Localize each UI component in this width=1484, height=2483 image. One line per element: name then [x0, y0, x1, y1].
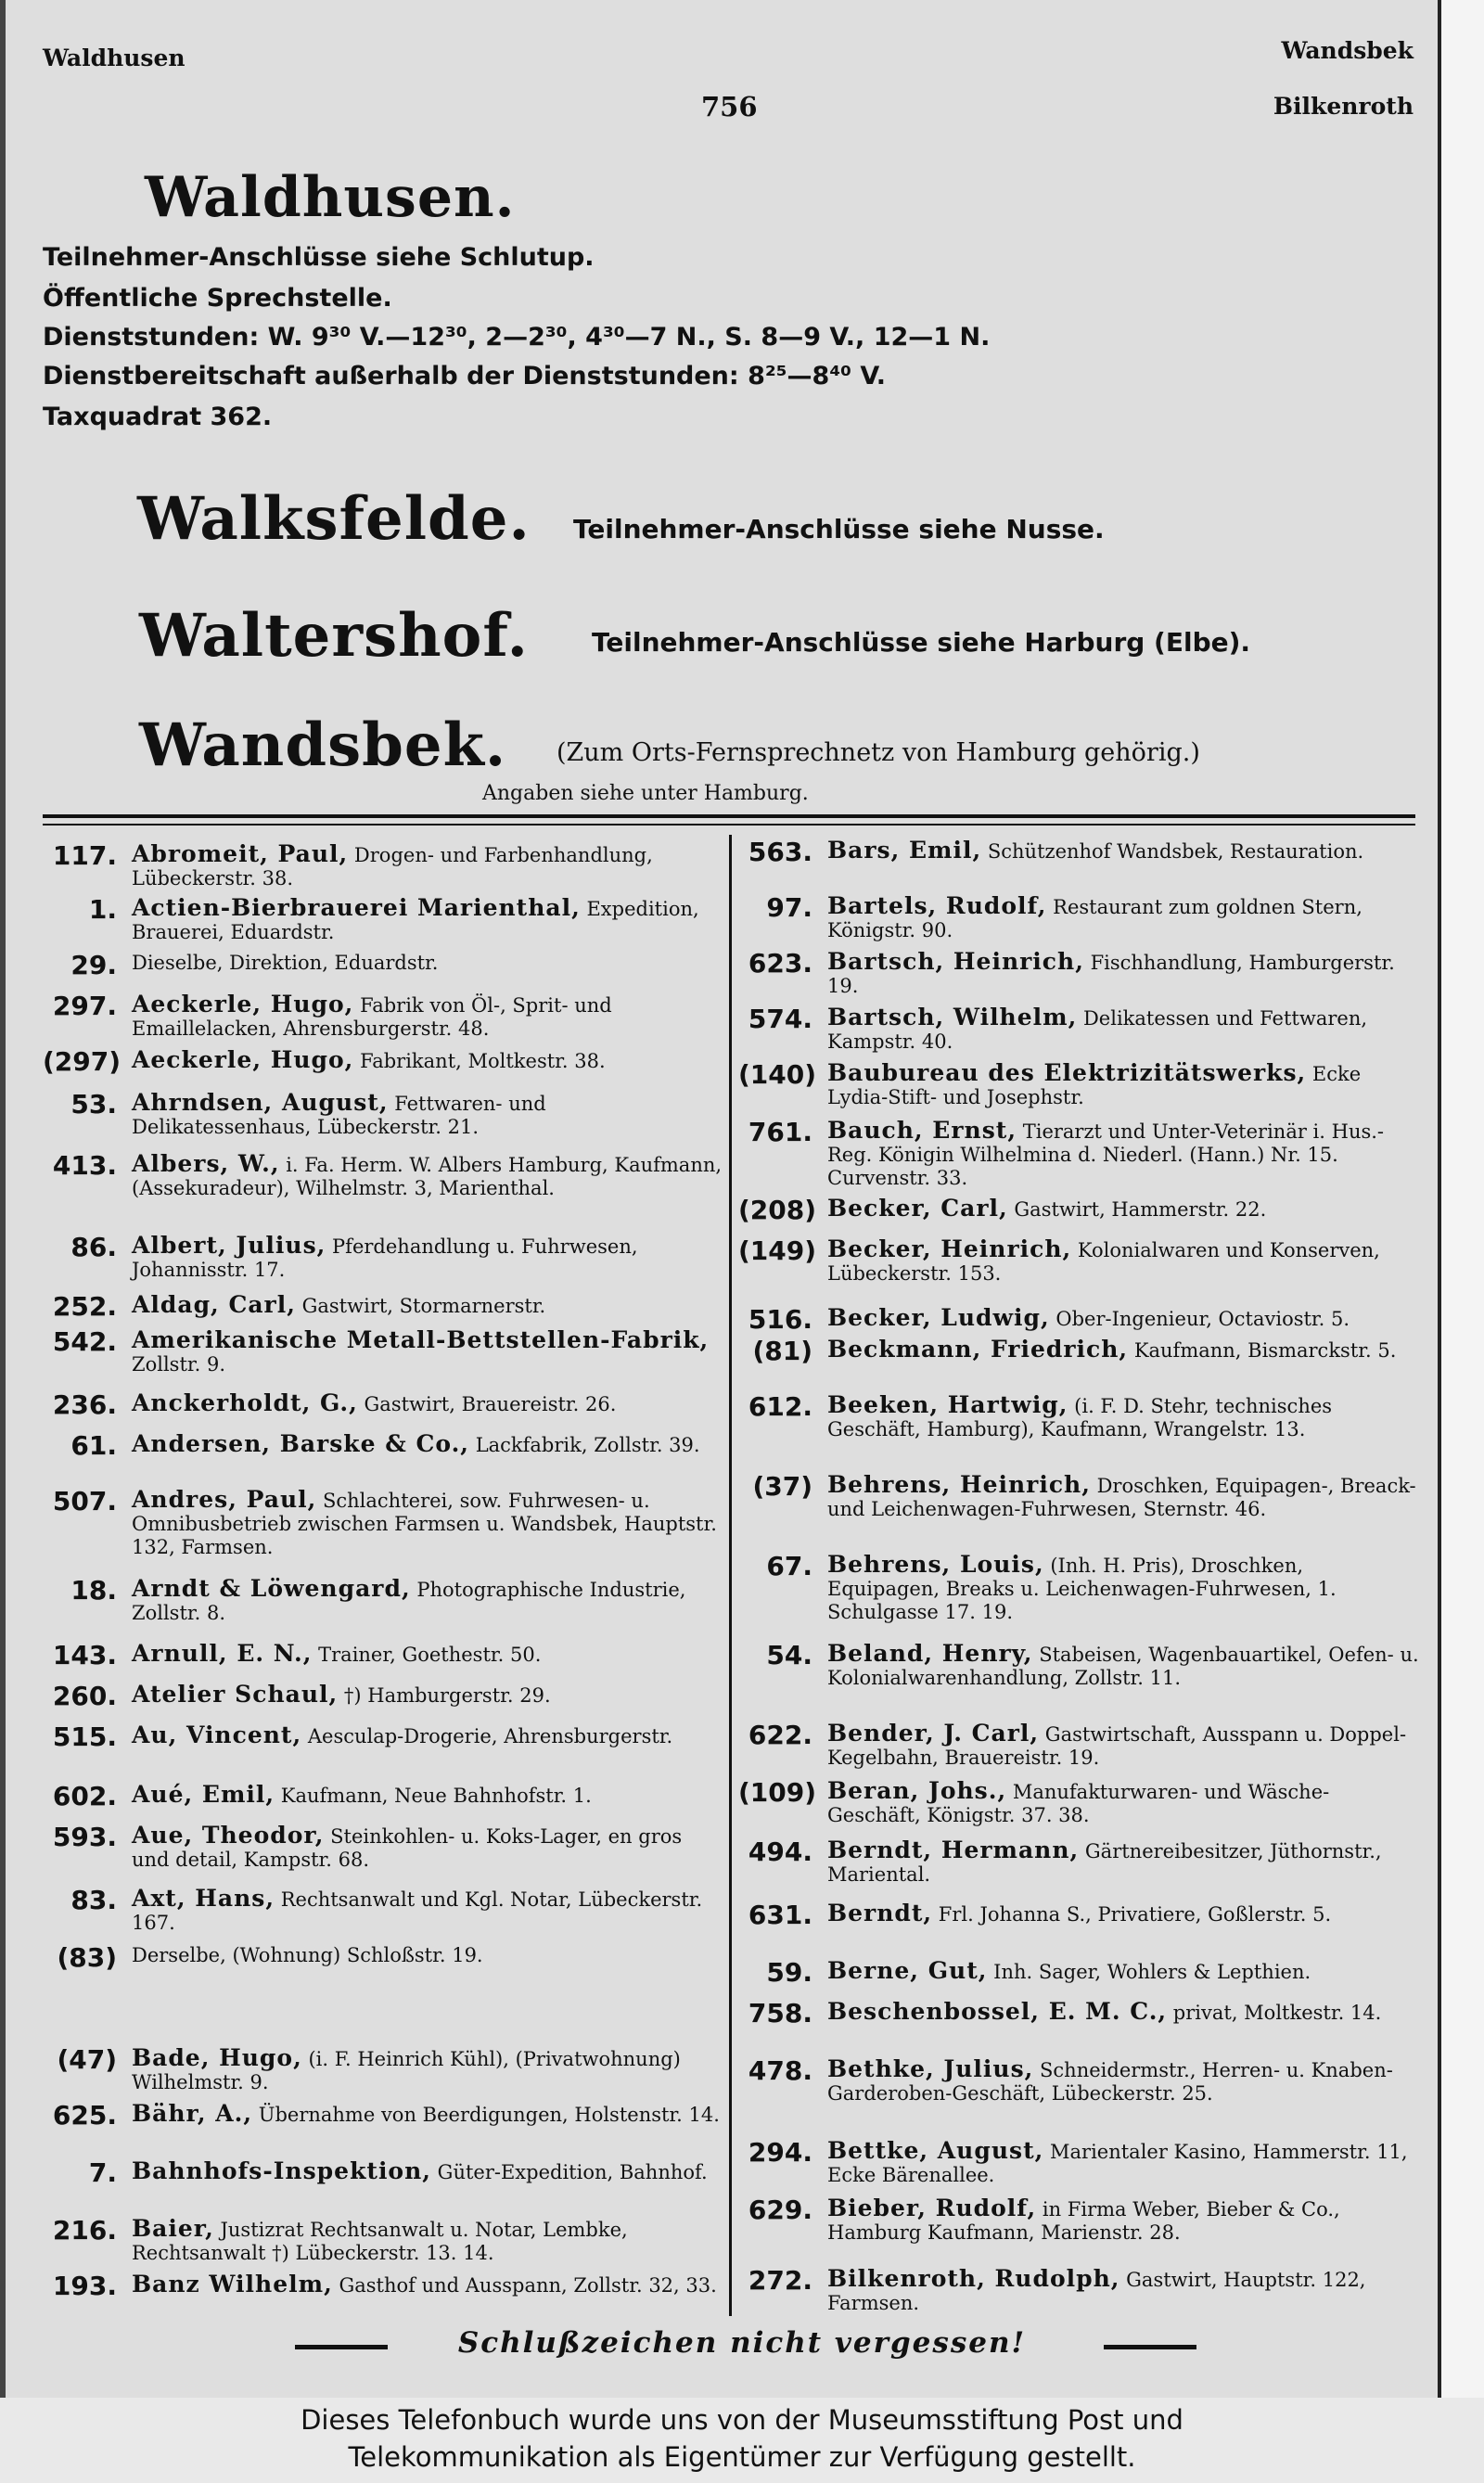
- subscriber-details: Fischhandlung, Hamburgerstr. 19.: [827, 952, 1395, 997]
- waldhusen-line-2: Öffentliche Sprechstelle.: [43, 284, 392, 313]
- phone-number: 252.: [52, 1291, 117, 1322]
- phone-number: 193.: [52, 2271, 117, 2301]
- entry-text: [132, 1944, 725, 1967]
- running-header-right-bottom: Bilkenroth: [1273, 93, 1414, 120]
- subscriber-details: Justizrat Rechtsanwalt u. Notar, Lembke, Rechtsanwalt †) Lübeckerstr. 13. 14.: [132, 2219, 628, 2264]
- wandsbek-note: (Zum Orts-Fernsprechnetz von Hamburg gehörig.): [556, 738, 1200, 767]
- phone-number: 623.: [748, 948, 812, 979]
- entry-text: [827, 1197, 1421, 1222]
- phone-number: 413.: [52, 1150, 117, 1181]
- subscriber-name: Bade, Hugo,: [132, 2044, 302, 2071]
- phone-number: (140): [738, 1059, 817, 1090]
- subscriber-details: Ecke Lydia-Stift- und Josephstr.: [827, 1063, 1362, 1108]
- subscriber-details: Marientaler Kasino, Hammerstr. 11, Ecke Bärenallee.: [827, 2141, 1408, 2186]
- entry-text: [132, 1234, 725, 1282]
- phone-number: 272.: [748, 2265, 812, 2296]
- phone-number: (83): [57, 1942, 117, 1973]
- waldhusen-line-3: Dienststunden: W. 9³⁰ V.—12³⁰, 2—2³⁰, 4³⁰—7 N., S. 8—9 V., 12—1 N.: [43, 323, 991, 352]
- entry-text: [132, 2159, 725, 2184]
- entry-text: [132, 1642, 725, 1667]
- subscriber-details: Steinkohlen- u. Koks-Lager, en gros und detail, Kampstr. 68.: [132, 1825, 683, 1871]
- subscriber-details: in Firma Weber, Bieber & Co., Hamburg Kaufmann, Marienstr. 28.: [827, 2198, 1340, 2244]
- subscriber-details: Ober-Ingenieur, Octaviostr. 5.: [1049, 1308, 1350, 1330]
- caption-line-1: Dieses Telefonbuch wurde uns von der Museumsstiftung Post und: [301, 2404, 1183, 2436]
- entry-text: [132, 1683, 725, 1708]
- subscriber-name: Bender, J. Carl,: [827, 1720, 1040, 1747]
- subscriber-details: Derselbe, (Wohnung) Schloßstr. 19.: [132, 1944, 483, 1966]
- phone-number: 143.: [52, 1640, 117, 1670]
- subscriber-details: Delikatessen und Fettwaren, Kampstr. 40.: [827, 1007, 1368, 1053]
- subscriber-details: Rechtsanwalt und Kgl. Notar, Lübeckerstr. 167.: [132, 1888, 703, 1934]
- phone-number: 494.: [748, 1837, 812, 1867]
- subscriber-name: Arnull, E. N.,: [132, 1640, 313, 1667]
- subscriber-details: Schlachterei, sow. Fuhrwesen- u. Omnibusbetrieb zwischen Farmsen u. Wandsbek, Hauptstr. 132, Farmsen.: [132, 1490, 717, 1558]
- entry-text: [132, 1328, 725, 1376]
- subscriber-details: Gastwirt, Hauptstr. 122, Farmsen.: [827, 2269, 1366, 2314]
- subscriber-name: Abromeit, Paul,: [132, 840, 349, 867]
- subscriber-details: Gärtnereibesitzer, Jüthornstr., Mariental.: [827, 1840, 1382, 1886]
- entry-text: [827, 838, 1421, 864]
- subscriber-name: Behrens, Heinrich,: [827, 1471, 1091, 1498]
- caption-line-2: Telekommunikation als Eigentümer zur Verfügung gestellt.: [348, 2441, 1136, 2473]
- subscriber-name: Bars, Emil,: [827, 837, 982, 864]
- subscriber-name: Bartels, Rudolf,: [827, 892, 1047, 919]
- phone-number: (47): [57, 2044, 117, 2075]
- phone-number: 574.: [748, 1004, 812, 1034]
- subscriber-name: Bartsch, Wilhelm,: [827, 1004, 1078, 1030]
- subscriber-name: Andersen, Barske & Co.,: [132, 1430, 470, 1457]
- entry-text: [827, 1237, 1421, 1286]
- subscriber-name: Atelier Schaul,: [132, 1681, 339, 1708]
- subscriber-name: Berne, Gut,: [827, 1957, 988, 1984]
- subscriber-name: Amerikanische Metall-Bettstellen-Fabrik,: [132, 1326, 710, 1353]
- entry-text: [827, 2267, 1421, 2315]
- subscriber-name: Beckmann, Friedrich,: [827, 1336, 1129, 1363]
- subscriber-name: Beeken, Hartwig,: [827, 1391, 1068, 1418]
- phone-number: 631.: [748, 1900, 812, 1930]
- subscriber-details: Zollstr. 9.: [132, 1353, 226, 1376]
- subscriber-name: Aué, Emil,: [132, 1781, 275, 1808]
- phone-number: 297.: [52, 991, 117, 1021]
- subscriber-name: Bettke, August,: [827, 2137, 1044, 2164]
- entry-text: [827, 1005, 1421, 1054]
- subscriber-details: Manufakturwaren- und Wäsche-Geschäft, Königstr. 37. 38.: [827, 1781, 1330, 1826]
- phone-number: (297): [43, 1046, 122, 1077]
- phone-number: 625.: [52, 2100, 117, 2131]
- subscriber-name: Beran, Johs.,: [827, 1777, 1007, 1804]
- subscriber-details: Kolonialwaren und Konserven, Lübeckerstr. 153.: [827, 1239, 1380, 1285]
- page-edge-right: [1438, 0, 1484, 2398]
- phone-number: 61.: [70, 1430, 117, 1461]
- footer-rule-right: [1104, 2345, 1196, 2349]
- wandsbek-subnote: Angaben siehe unter Hamburg.: [482, 782, 809, 805]
- phone-number: (81): [752, 1336, 812, 1366]
- archive-caption: [0, 2398, 1484, 2483]
- subscriber-name: Baubureau des Elektrizitätswerks,: [827, 1059, 1307, 1086]
- subscriber-details: Fabrik von Öl-, Sprit- und Emaillelacken, Ahrensburgerstr. 48.: [132, 994, 612, 1040]
- page-edge-left: [0, 0, 6, 2398]
- phone-number: 97.: [766, 892, 812, 923]
- subscriber-name: Albers, W.,: [132, 1150, 280, 1177]
- entry-text: [132, 1824, 725, 1872]
- entry-text: [827, 1901, 1421, 1926]
- subscriber-name: Aeckerle, Hugo,: [132, 1046, 354, 1073]
- entry-text: [827, 2196, 1421, 2245]
- entry-text: [827, 1838, 1421, 1887]
- phone-number: 216.: [52, 2215, 117, 2246]
- phone-number: 761.: [748, 1117, 812, 1147]
- entry-text: [132, 1488, 725, 1559]
- subscriber-details: Gasthof und Ausspann, Zollstr. 32, 33.: [332, 2274, 717, 2297]
- phone-number: 54.: [766, 1640, 812, 1670]
- subscriber-details: Fettwaren- und Delikatessenhaus, Lübeckerstr. 21.: [132, 1093, 546, 1138]
- phone-number: (149): [738, 1235, 817, 1266]
- subscriber-name: Becker, Ludwig,: [827, 1304, 1050, 1331]
- phone-number: 260.: [52, 1681, 117, 1711]
- waltershof-note: Teilnehmer-Anschlüsse siehe Harburg (Elbe).: [592, 627, 1251, 658]
- phone-number: 117.: [52, 840, 117, 871]
- entry-text: [132, 2102, 725, 2127]
- subscriber-name: Becker, Carl,: [827, 1195, 1008, 1222]
- walksfelde-title: Walksfelde.: [137, 484, 531, 554]
- entry-text: [827, 1061, 1421, 1109]
- entry-text: [827, 1959, 1421, 1984]
- phone-number: 53.: [70, 1089, 117, 1120]
- subscriber-details: Gastwirtschaft, Ausspann u. Doppel-Kegelbahn, Brauereistr. 19.: [827, 1723, 1407, 1769]
- subscriber-name: Axt, Hans,: [132, 1885, 275, 1912]
- subscriber-details: Gastwirt, Brauereistr. 26.: [357, 1393, 617, 1415]
- subscriber-details: Schneidermstr., Herren- u. Knaben-Garderoben-Geschäft, Lübeckerstr. 25.: [827, 2059, 1393, 2105]
- waldhusen-title: Waldhusen.: [145, 165, 516, 230]
- subscriber-details: Gastwirt, Hammerstr. 22.: [1007, 1198, 1267, 1221]
- phone-number: 515.: [52, 1721, 117, 1752]
- subscriber-details: privat, Moltkestr. 14.: [1167, 2002, 1382, 2024]
- page-number: 756: [701, 91, 758, 122]
- phone-number: 294.: [748, 2137, 812, 2168]
- waltershof-title: Waltershof.: [139, 601, 529, 671]
- entry-text: [132, 1091, 725, 1139]
- entry-text: [827, 1779, 1421, 1827]
- subscriber-details: Güter-Expedition, Bahnhof.: [431, 2161, 708, 2183]
- waldhusen-line-5: Taxquadrat 362.: [43, 403, 273, 431]
- phone-number: 236.: [52, 1389, 117, 1420]
- subscriber-name: Arndt & Löwengard,: [132, 1575, 411, 1602]
- phone-number: (109): [738, 1777, 817, 1808]
- subscriber-details: Aesculap-Drogerie, Ahrensburgerstr.: [301, 1725, 673, 1747]
- entry-text: [132, 2046, 725, 2094]
- entry-text: [132, 1152, 725, 1200]
- entry-text: [132, 1783, 725, 1808]
- entry-text: [827, 950, 1421, 998]
- entry-text: [827, 1337, 1421, 1363]
- subscriber-details: Kaufmann, Bismarckstr. 5.: [1128, 1339, 1397, 1362]
- phone-number: 507.: [52, 1486, 117, 1517]
- subscriber-details: (Inh. H. Pris), Droschken, Equipagen, Breaks u. Leichenwagen-Fuhrwesen, 1. Schulgasse 17. 19.: [827, 1555, 1337, 1623]
- phone-number: 86.: [70, 1232, 117, 1262]
- entry-text: [827, 1721, 1421, 1770]
- subscriber-name: Bethke, Julius,: [827, 2055, 1034, 2082]
- subscriber-details: Lackfabrik, Zollstr. 39.: [469, 1434, 700, 1456]
- subscriber-details: Fabrikant, Moltkestr. 38.: [353, 1050, 606, 1072]
- subscriber-name: Anckerholdt, G.,: [132, 1389, 358, 1416]
- subscriber-name: Berndt,: [827, 1900, 933, 1926]
- subscriber-details: Kaufmann, Neue Bahnhofstr. 1.: [275, 1785, 592, 1807]
- entry-text: [827, 1119, 1421, 1190]
- subscriber-name: Baier,: [132, 2215, 214, 2242]
- phone-number: 478.: [748, 2055, 812, 2086]
- entry-text: [132, 992, 725, 1041]
- subscriber-name: Albert, Julius,: [132, 1232, 326, 1259]
- running-header-left: Waldhusen: [43, 45, 186, 71]
- wandsbek-title: Wandsbek.: [139, 710, 507, 780]
- entry-text: [132, 1577, 725, 1625]
- phone-number: 516.: [748, 1304, 812, 1335]
- entry-text: [132, 952, 725, 975]
- phone-number: 629.: [748, 2195, 812, 2225]
- subscriber-name: Actien-Bierbrauerei Marienthal,: [132, 894, 581, 921]
- subscriber-details: Inh. Sager, Wohlers & Lepthien.: [987, 1961, 1311, 1983]
- subscriber-details: (i. F. D. Stehr, technisches Geschäft, Hamburg), Kaufmann, Wrangelstr. 13.: [827, 1395, 1333, 1440]
- column-divider: [729, 835, 732, 2316]
- footer-reminder: Schlußzeichen nicht vergessen!: [457, 2326, 1027, 2360]
- entry-text: [827, 2139, 1421, 2187]
- subscriber-details: Frl. Johanna S., Privatiere, Goßlerstr. 5.: [932, 1903, 1332, 1926]
- phone-number: 83.: [70, 1885, 117, 1915]
- subscriber-details: †) Hamburgerstr. 29.: [338, 1684, 551, 1707]
- phone-number: 542.: [52, 1326, 117, 1357]
- subscriber-name: Becker, Heinrich,: [827, 1235, 1072, 1262]
- subscriber-name: Berndt, Hermann,: [827, 1837, 1080, 1863]
- entry-text: [827, 1306, 1421, 1331]
- subscriber-name: Bieber, Rudolf,: [827, 2195, 1037, 2221]
- subscriber-details: Photographische Industrie, Zollstr. 8.: [132, 1579, 686, 1624]
- subscriber-name: Ahrndsen, August,: [132, 1089, 389, 1116]
- entry-text: [132, 1391, 725, 1416]
- subscriber-name: Andres, Paul,: [132, 1486, 317, 1513]
- waldhusen-line-1: Teilnehmer-Anschlüsse siehe Schlutup.: [43, 243, 595, 272]
- phone-number: 602.: [52, 1781, 117, 1811]
- phone-number: 29.: [70, 950, 117, 980]
- entry-text: [827, 1553, 1421, 1624]
- subscriber-details: Pferdehandlung u. Fuhrwesen, Johannisstr. 17.: [132, 1235, 638, 1281]
- phone-number: 622.: [748, 1720, 812, 1750]
- entry-text: [827, 2000, 1421, 2025]
- subscriber-details: Gastwirt, Stormarnerstr.: [295, 1295, 546, 1317]
- entry-text: [827, 2057, 1421, 2105]
- phone-number: 593.: [52, 1822, 117, 1852]
- waldhusen-line-4: Dienstbereitschaft außerhalb der Dienststunden: 8²⁵—8⁴⁰ V.: [43, 362, 887, 390]
- subscriber-details: Stabeisen, Wagenbauartikel, Oefen- u. Kolonialwarenhandlung, Zollstr. 11.: [827, 1644, 1419, 1689]
- subscriber-name: Banz Wilhelm,: [132, 2271, 333, 2297]
- subscriber-name: Bartsch, Heinrich,: [827, 948, 1084, 975]
- walksfelde-note: Teilnehmer-Anschlüsse siehe Nusse.: [573, 514, 1105, 544]
- divider-rule: [43, 814, 1415, 818]
- entry-text: [827, 894, 1421, 942]
- subscriber-name: Aeckerle, Hugo,: [132, 991, 354, 1018]
- subscriber-details: i. Fa. Herm. W. Albers Hamburg, Kaufmann, (Assekuradeur), Wilhelmstr. 3, Marienthal.: [132, 1154, 723, 1199]
- phone-number: (208): [738, 1195, 817, 1225]
- entry-text: [132, 1432, 725, 1457]
- entry-text: [132, 1293, 725, 1318]
- divider-rule-thin: [43, 824, 1415, 826]
- entry-text: [827, 1642, 1421, 1690]
- entry-text: [132, 2217, 725, 2265]
- subscriber-name: Aue, Theodor,: [132, 1822, 325, 1849]
- entry-text: [132, 842, 725, 890]
- subscriber-name: Bahnhofs-Inspektion,: [132, 2157, 431, 2184]
- running-header-right-top: Wandsbek: [1281, 37, 1414, 64]
- subscriber-name: Beschenbossel, E. M. C.,: [827, 1998, 1168, 2025]
- entry-text: [132, 896, 725, 944]
- phone-number: (37): [752, 1471, 812, 1502]
- subscriber-details: Dieselbe, Direktion, Eduardstr.: [132, 952, 439, 974]
- entry-text: [827, 1393, 1421, 1441]
- subscriber-name: Beland, Henry,: [827, 1640, 1033, 1667]
- subscriber-details: Restaurant zum goldnen Stern, Königstr. 90.: [827, 896, 1362, 941]
- subscriber-details: Droschken, Equipagen-, Breack- und Leichenwagen-Fuhrwesen, Sternstr. 46.: [827, 1475, 1416, 1520]
- subscriber-name: Behrens, Louis,: [827, 1551, 1044, 1578]
- subscriber-name: Bähr, A.,: [132, 2100, 253, 2127]
- entry-text: [132, 1048, 725, 1073]
- subscriber-details: Tierarzt und Unter-Veterinär i. Hus.-Reg. Königin Wilhelmina d. Niederl. (Hann.) Nr. 15. Curvenstr. 33.: [827, 1120, 1385, 1189]
- subscriber-name: Aldag, Carl,: [132, 1291, 296, 1318]
- phone-number: 18.: [70, 1575, 117, 1606]
- subscriber-details: Schützenhof Wandsbek, Restauration.: [981, 840, 1364, 863]
- entry-text: [132, 2272, 725, 2297]
- phone-number: 612.: [748, 1391, 812, 1422]
- entry-text: [827, 1473, 1421, 1521]
- subscriber-details: Drogen- und Farbenhandlung, Lübeckerstr. 38.: [132, 844, 653, 890]
- phone-number: 7.: [88, 2157, 117, 2188]
- entry-text: [132, 1723, 725, 1748]
- subscriber-name: Bauch, Ernst,: [827, 1117, 1017, 1144]
- phone-number: 758.: [748, 1998, 812, 2029]
- subscriber-details: Übernahme von Beerdigungen, Holstenstr. 14.: [252, 2104, 720, 2126]
- subscriber-details: (i. F. Heinrich Kühl), (Privatwohnung) Wilhelmstr. 9.: [132, 2048, 681, 2093]
- phone-number: 563.: [748, 837, 812, 867]
- phone-number: 67.: [766, 1551, 812, 1581]
- subscriber-details: Trainer, Goethestr. 50.: [312, 1644, 542, 1666]
- subscriber-details: Expedition, Brauerei, Eduardstr.: [132, 898, 699, 943]
- entry-text: [132, 1887, 725, 1935]
- phone-number: 59.: [766, 1957, 812, 1988]
- subscriber-name: Au, Vincent,: [132, 1721, 302, 1748]
- subscriber-name: Bilkenroth, Rudolph,: [827, 2265, 1120, 2292]
- phone-number: 1.: [88, 894, 117, 925]
